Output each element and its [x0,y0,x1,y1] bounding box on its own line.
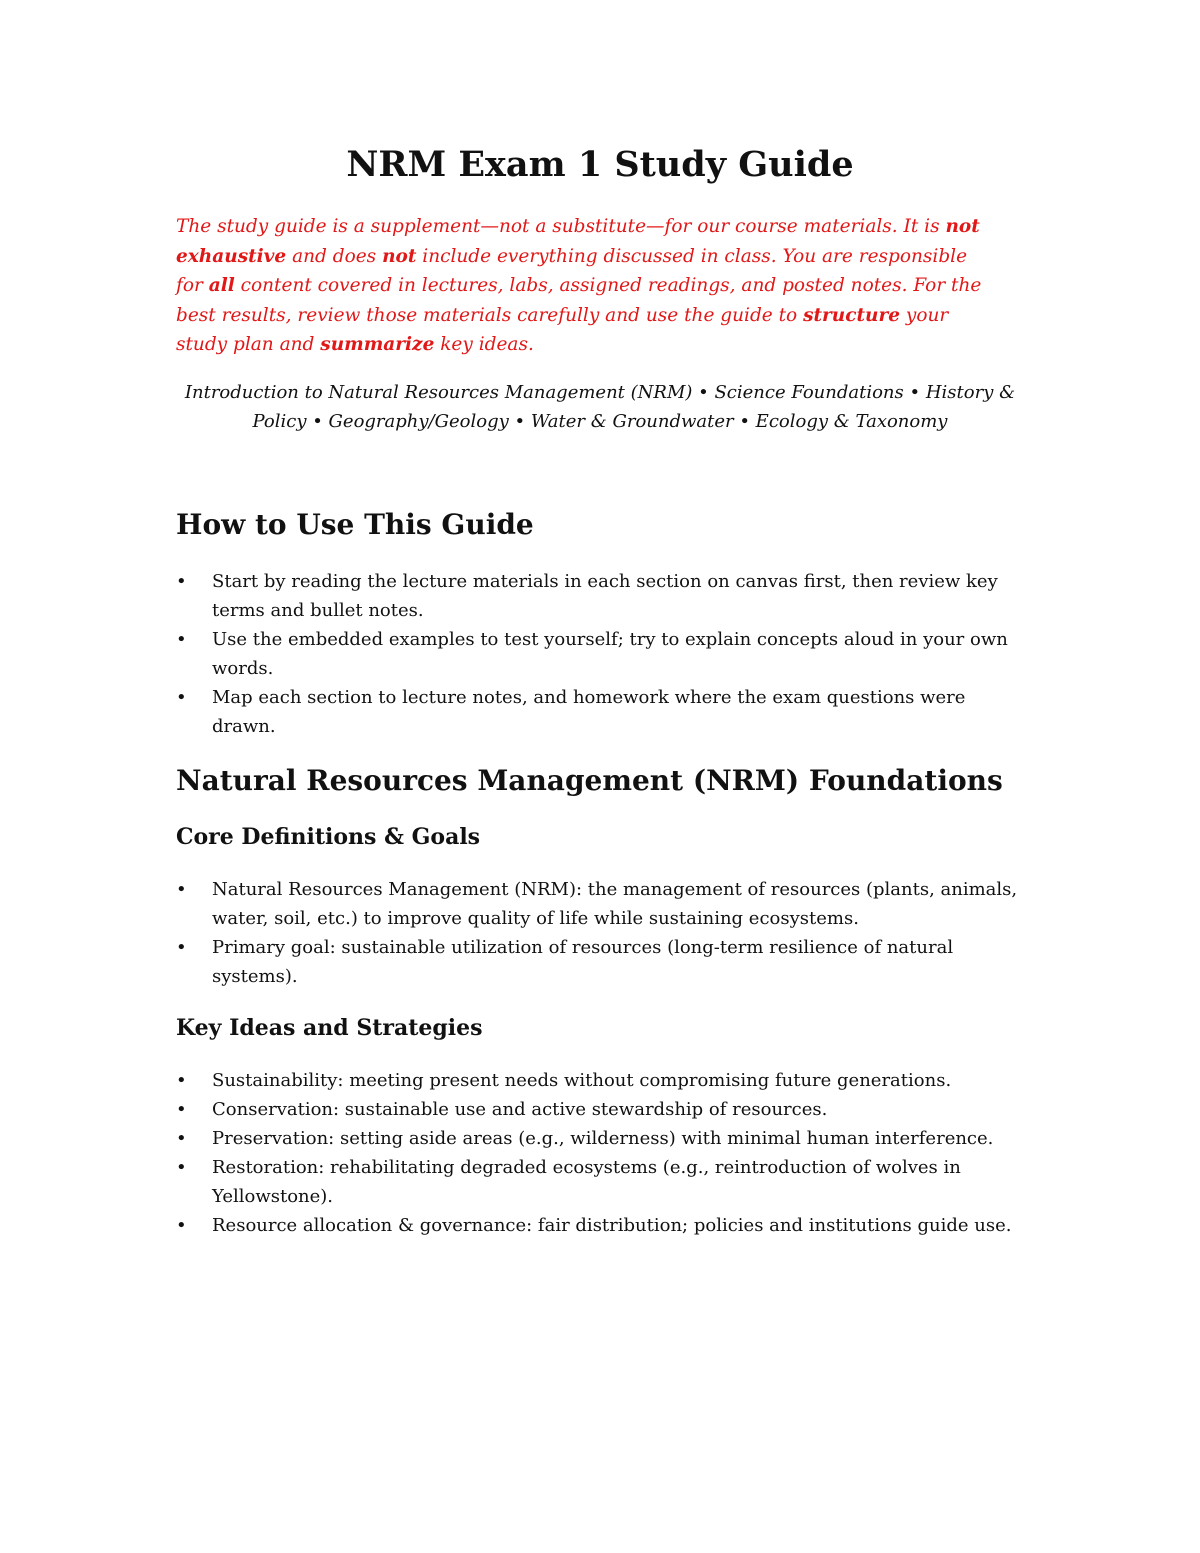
intro-emphasis: not [382,245,417,267]
intro-disclaimer [176,212,986,360]
bullet-icon: • [176,1157,187,1178]
list-item [176,625,1024,683]
bullet-icon: • [176,687,187,708]
bullet-icon: • [176,1099,187,1120]
core-definitions-list [176,875,1024,991]
intro-emphasis: all [208,275,235,296]
list-item [176,1211,1024,1240]
intro-text: The study guide is a supplement—not a substitute—for our course materials. It is [176,216,946,237]
core-definitions-heading: Core Definitions & Goals [176,824,481,850]
intro-emphasis: structure [803,304,901,326]
how-to-heading: How to Use This Guide [176,508,534,541]
key-ideas-heading: Key Ideas and Strategies [176,1015,483,1041]
bullet-icon: • [176,879,187,900]
bullet-icon: • [176,571,187,592]
intro-text: key ideas. [434,334,534,355]
topics-line: Introduction to Natural Resources Management (NRM) • Science Foundations • History & Policy • Geography/Geology • Water & Groundwater • Ecology & Taxonomy [184,382,1016,432]
list-item-text: Map each section to lecture notes, and homework where the exam questions were drawn. [212,687,966,737]
foundations-heading: Natural Resources Management (NRM) Foundations [176,764,1003,797]
intro-emphasis: not exhaustive [176,216,980,267]
intro-text: content covered in lectures, labs, assigned readings, and posted notes. For the best results, review those materials carefully and use the guide to [176,275,982,326]
list-item-text: Conservation: sustainable use and active stewardship of resources. [212,1099,828,1120]
list-item-text: Natural Resources Management (NRM): the management of resources (plants, animals, water, soil, etc.) to improve quality of life while sustaining ecosystems. [212,879,1018,929]
intro-text: your study plan and [176,304,949,355]
intro-text: include everything discussed in class. You are responsible for [176,245,968,296]
list-item [176,1095,1024,1124]
bullet-icon: • [176,1215,187,1236]
list-item [176,1153,1024,1211]
list-item-text: Restoration: rehabilitating degraded ecosystems (e.g., reintroduction of wolves in Yellowstone). [212,1157,961,1207]
list-item-text: Preservation: setting aside areas (e.g., wilderness) with minimal human interference. [212,1128,994,1149]
bullet-icon: • [176,1128,187,1149]
how-to-list [176,567,1024,741]
intro-emphasis: summarize [320,334,435,355]
intro-text: and does [286,245,383,267]
list-item-text: Start by reading the lecture materials in each section on canvas first, then review key terms and bullet notes. [212,571,998,621]
bullet-icon: • [176,629,187,650]
bullet-icon: • [176,937,187,958]
document-title: NRM Exam 1 Study Guide [346,144,854,185]
list-item [176,567,1024,625]
list-item [176,683,1024,741]
key-ideas-list [176,1066,1024,1240]
list-item-text: Sustainability: meeting present needs without compromising future generations. [212,1070,952,1091]
bullet-icon: • [176,1070,187,1091]
list-item-text: Primary goal: sustainable utilization of resources (long-term resilience of natural systems). [212,937,954,987]
list-item [176,933,1024,991]
list-item [176,1066,1024,1095]
list-item-text: Use the embedded examples to test yourself; try to explain concepts aloud in your own words. [212,629,1008,679]
list-item [176,1124,1024,1153]
list-item-text: Resource allocation & governance: fair distribution; policies and institutions guide use. [212,1215,1012,1236]
list-item [176,875,1024,933]
